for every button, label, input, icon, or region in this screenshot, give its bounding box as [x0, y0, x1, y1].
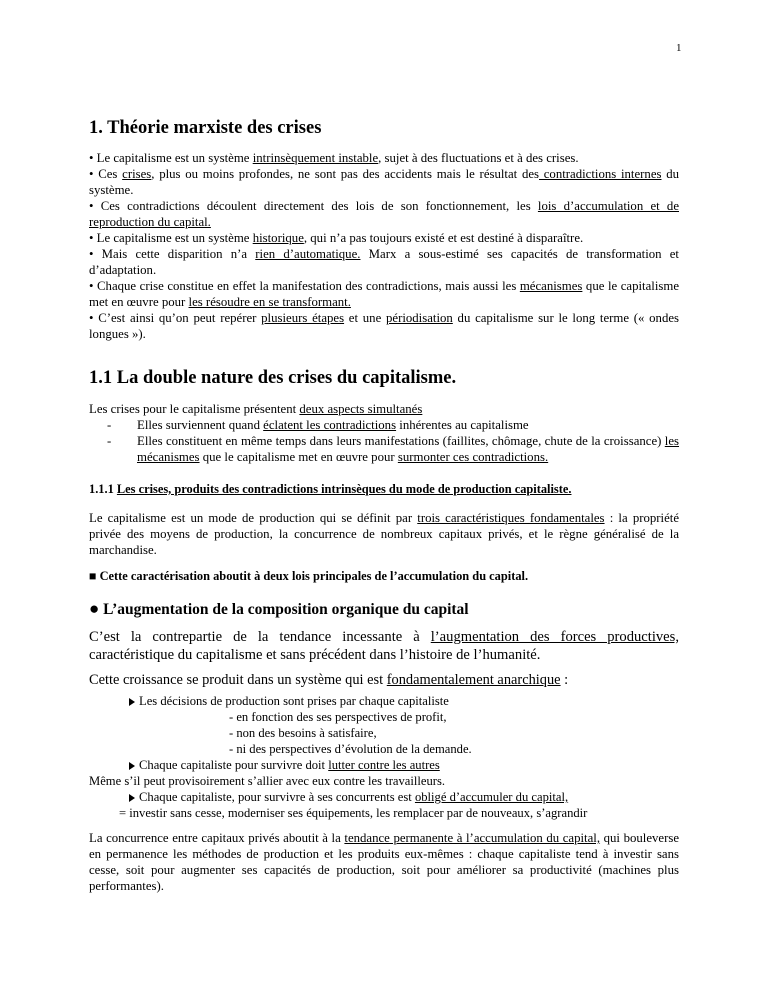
bullet-item: • Ces contradictions découlent directement des lois de son fonctionnement, les lois d’accumulation et de reproduction du capital. — [89, 199, 679, 229]
right-triangle-icon — [129, 698, 135, 706]
underlined-text: surmonter ces contradictions. — [397, 450, 549, 464]
right-triangle-icon — [129, 794, 135, 802]
sub-item: - en fonction des ses perspectives de profit, — [229, 710, 447, 724]
bullet-item: • Mais cette disparition n’a rien d’automatique. Marx a sous-estimé ses capacités de transformation et d’adaptation. — [89, 247, 679, 277]
arrow-text: Les décisions de production sont prises par chaque capitaliste — [139, 694, 449, 708]
bullet-dot: ● — [89, 599, 100, 618]
bullet-list — [89, 150, 679, 342]
arrow-list — [89, 693, 679, 821]
contrepartie-paragraph — [89, 628, 679, 664]
definition-paragraph — [89, 510, 679, 558]
underlined-text: trois caractéristiques fondamentales — [417, 511, 605, 525]
sub-item: - non des besoins à satisfaire, — [229, 726, 377, 740]
arrow-item — [89, 789, 679, 805]
subsection-heading-text: L’augmentation de la composition organique du capital — [99, 601, 469, 618]
underlined-text: contradictions internes — [539, 167, 662, 181]
intro-paragraph: Les crises pour le capitalisme présentent deux aspects simultanés — [89, 402, 423, 416]
square-bullet-line: ■ Cette caractérisation aboutit à deux lois principales de l’accumulation du capital. — [89, 569, 529, 583]
underlined-text: rien d’automatique. — [255, 247, 361, 261]
section-number: 1.1.1 — [89, 482, 117, 496]
page-number: 1 — [676, 42, 682, 54]
contrepartie-text: C’est la contrepartie de la tendance incessante à l’augmentation des forces productives, caractéristique du capitalisme et sans précédent dans l’histoire de l’humanité. — [89, 629, 679, 663]
underlined-text: l’augmentation des forces productives, — [430, 629, 679, 645]
underlined-text: lutter contre les autres — [328, 758, 440, 772]
subsection-heading — [89, 599, 679, 619]
arrow-item — [89, 693, 679, 709]
underlined-text: deux aspects simultanés — [299, 402, 423, 416]
right-triangle-icon — [129, 762, 135, 770]
croissance-block — [89, 672, 679, 821]
underlined-text: périodisation — [385, 311, 453, 325]
underlined-text: obligé d’accumuler du capital, — [414, 790, 569, 804]
underlined-text: tendance permanente à l’accumulation du capital, — [344, 831, 601, 845]
section-title-1-1-1 — [89, 482, 679, 497]
bullet-item: • Le capitalisme est un système intrinsèquement instable, sujet à des fluctuations et à des crises. — [89, 151, 579, 165]
underlined-text: les résoudre en se transformant. — [188, 295, 351, 309]
sub-item: - ni des perspectives d’évolution de la demande. — [229, 742, 472, 756]
underlined-text: historique — [252, 231, 304, 245]
section-title-1: 1. Théorie marxiste des crises — [89, 118, 322, 138]
underlined-text: plusieurs étapes — [261, 311, 345, 325]
arrow-text: Chaque capitaliste pour survivre doit lutter contre les autres — [139, 758, 440, 772]
bullet-item: • Ces crises, plus ou moins profondes, ne sont pas des accidents mais le résultat des contradictions internes du système. — [89, 167, 680, 197]
bullet-item: • Chaque crise constitue en effet la manifestation des contradictions, mais aussi les mécanismes que le capitalisme met en œuvre pour les résoudre en se transformant. — [89, 279, 679, 309]
section-title-1-1: 1.1 La double nature des crises du capitalisme. — [89, 368, 457, 388]
arrow-text: Chaque capitaliste, pour survivre à ses concurrents est obligé d’accumuler du capital, — [139, 790, 569, 804]
underlined-text: mécanismes — [519, 279, 583, 293]
bullet-item: • C’est ainsi qu’on peut repérer plusieurs étapes et une périodisation du capitalisme sur le long terme (« ondes longues »). — [89, 311, 679, 341]
underlined-text: lois d’accumulation et de reproduction du capital. — [89, 199, 679, 229]
bullet-item: • Le capitalisme est un système historique, qui n’a pas toujours existé et est destiné à disparaître. — [89, 231, 584, 245]
dash-item: - Elles constituent en même temps dans leurs manifestations (faillites, chômage, chute de la croissance) les mécanismes que le capitalisme met en œuvre pour surmonter ces contradictions. — [107, 434, 679, 464]
underlined-text: crises — [122, 167, 152, 181]
arrow-item — [89, 757, 679, 773]
equals-line: = investir sans cesse, moderniser ses équipements, les remplacer par de nouveaux, s’agrandir — [119, 806, 588, 820]
double-nature-block — [89, 401, 679, 465]
definition-text: Le capitalisme est un mode de production qui se définit par trois caractéristiques fondamentales : la propriété privée des moyens de production, la concurrence de nombreux capitaux privés, et le règne généralisé de la marchandise. — [89, 511, 680, 557]
dash-text: Elles constituent en même temps dans leurs manifestations (faillites, chômage, chute de la croissance) les mécanismes que le capitalisme met en œuvre pour surmonter ces contradictions. — [137, 434, 679, 464]
dash-item: - Elles surviennent quand éclatent les contradictions inhérentes au capitalisme — [107, 418, 529, 432]
underlined-text: intrinsèquement instable — [252, 151, 379, 165]
final-text: La concurrence entre capitaux privés aboutit à la tendance permanente à l’accumulation du capital, qui bouleverse en permanence les méthodes de production et les produits eux-mêmes : chaque capitaliste tend à investir sans cesse, soit pour augmenter ses capacités de production, soit pour améliorer sa productivité (machines plus performantes). — [89, 831, 679, 893]
underlined-text: les mécanismes — [137, 434, 679, 464]
plain-line: Même s’il peut provisoirement s’allier avec eux contre les travailleurs. — [89, 774, 445, 788]
dash-text: Elles surviennent quand éclatent les contradictions inhérentes au capitalisme — [137, 418, 529, 432]
section-heading: Les crises, produits des contradictions intrinsèques du mode de production capitaliste. — [116, 482, 572, 496]
underlined-text: fondamentalement anarchique — [386, 672, 561, 688]
final-paragraph — [89, 830, 679, 894]
croissance-text: Cette croissance se produit dans un système qui est fondamentalement anarchique : — [89, 672, 569, 688]
underlined-text: éclatent les contradictions — [263, 418, 397, 432]
